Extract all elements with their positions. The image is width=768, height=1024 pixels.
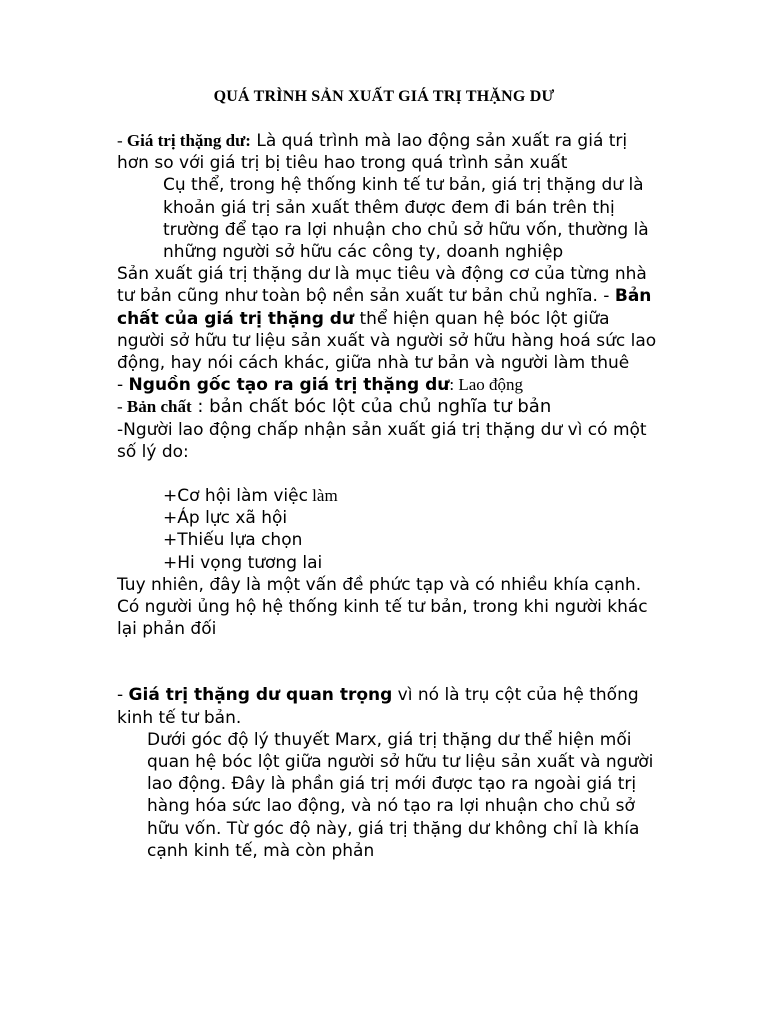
spacer	[117, 640, 657, 684]
paragraph-nature: Sản xuất giá trị thặng dư là mục tiêu và động cơ của từng nhà tư bản cũng như toàn bộ nền sản xuất tư bản chủ nghĩa. - Bản chất của giá trị thặng dư thể hiện quan hệ bóc lột giữa người sở hữu tư liệu sản xuất và người sở hữu hàng hoá sức lao động, hay nói cách khác, giữa nhà tư bản và người làm thuê	[117, 264, 657, 374]
list-item: +Cơ hội làm việc làm	[163, 486, 338, 507]
list-item: +Thiếu lựa chọn	[163, 530, 303, 551]
paragraph-opinions: Tuy nhiên, đây là một vấn đề phức tạp và có nhiều khía cạnh. Có người ủng hộ hệ thống kinh tế tư bản, trong khi người khác lại phản đối	[117, 574, 648, 640]
reasons-list	[117, 485, 657, 574]
document-body	[117, 130, 657, 862]
paragraph-definition: - Giá trị thặng dư: Là quá trình mà lao động sản xuất ra giá trị hơn so với giá trị bị tiêu hao trong quá trình sản xuất	[117, 131, 628, 174]
paragraph-importance: - Giá trị thặng dư quan trọng vì nó là trụ cột của hệ thống kinh tế tư bản.	[117, 685, 639, 728]
paragraph-origin: - Nguồn gốc tạo ra giá trị thặng dư: Lao động	[117, 375, 524, 396]
term-nature: Bản chất của giá trị thặng dư	[117, 286, 652, 329]
document-title: QUÁ TRÌNH SẢN XUẤT GIÁ TRỊ THẶNG DƯ	[213, 88, 555, 105]
paragraph-essence: - Bản chất : bản chất bóc lột của chủ nghĩa tư bản	[117, 396, 552, 418]
paragraph-detail: Cụ thể, trong hệ thống kinh tế tư bản, giá trị thặng dư là khoản giá trị sản xuất thêm được đem đi bán trên thị trường để tạo ra lợi nhuận cho chủ sở hữu vốn, thường là những người sở hữu các công ty, doanh nghiệp	[163, 175, 649, 263]
paragraph-marx: Dưới góc độ lý thuyết Marx, giá trị thặng dư thể hiện mối quan hệ bóc lột giữa người sở hữu tư liệu sản xuất và người lao động. Đây là phần giá trị mới được tạo ra ngoài giá trị hàng hóa sức lao động, và nó tạo ra lợi nhuận cho chủ sở hữu vốn. Từ góc độ này, giá trị thặng dư không chỉ là khía cạnh kinh tế, mà còn phản	[147, 729, 654, 861]
term-origin: Nguồn gốc tạo ra giá trị thặng dư	[128, 375, 450, 396]
list-item: +Áp lực xã hội	[163, 508, 288, 529]
term-surplus-value: Giá trị thặng dư:	[126, 131, 251, 150]
term-importance: Giá trị thặng dư quan trọng	[128, 685, 393, 706]
paragraph-reasons-intro: -Người lao động chấp nhận sản xuất giá trị thặng dư vì có một số lý do:	[117, 419, 647, 462]
spacer	[117, 463, 657, 485]
list-item: +Hi vọng tương lai	[163, 552, 323, 573]
term-essence: Bản chất	[126, 397, 192, 417]
